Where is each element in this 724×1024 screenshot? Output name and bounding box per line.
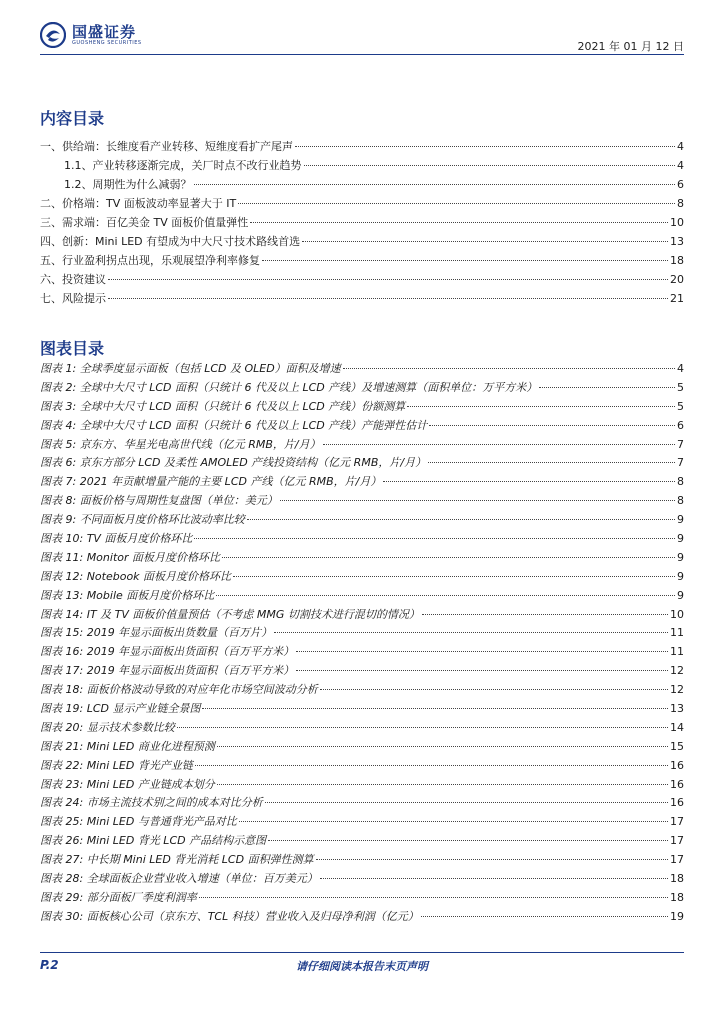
figure-entry[interactable] (40, 870, 684, 889)
toc-entry-page: 20 (670, 273, 684, 286)
figure-entry-label: 图表 4: 全球中大尺寸 LCD 面积（只统计 6 代及以上 LCD 产线）产能弹性估计 (40, 418, 428, 432)
figure-entry-label: 图表 30: 面板核心公司（京东方、TCL 科技）营业收入及归母净利润（亿元） (40, 909, 419, 923)
toc-entry[interactable] (40, 233, 684, 252)
figure-entry[interactable] (40, 719, 684, 738)
figure-entry-label: 图表 6: 京东方部分 LCD 及柔性 AMOLED 产线投资结构（亿元 RMB，片/月） (40, 456, 427, 470)
toc-entry[interactable] (40, 271, 684, 290)
dot-leader (195, 765, 668, 766)
toc-entry[interactable] (40, 157, 684, 176)
figure-entry[interactable] (40, 398, 684, 417)
figure-entry[interactable] (40, 643, 684, 662)
figure-entry-label: 图表 5: 京东方、华星光电高世代线（亿元 RMB，片/月） (40, 437, 321, 451)
figure-entry-label: 图表 17: 2019 年显示面板出货面积（百万平方米） (40, 664, 295, 678)
toc-entry[interactable] (40, 176, 684, 195)
figure-entry-label: 图表 28: 全球面板企业营业收入增速（单位：百万美元） (40, 872, 318, 886)
figure-entry[interactable] (40, 832, 684, 851)
figure-entry-label: 图表 8: 面板价格与周期性复盘图（单位：美元） (40, 494, 278, 508)
dot-leader (421, 916, 668, 917)
figure-entry[interactable] (40, 776, 684, 795)
figure-entry-label: 图表 16: 2019 年显示面板出货面积（百万平方米） (40, 645, 295, 659)
figure-entry[interactable] (40, 851, 684, 870)
toc-entry-label: 一、供给端：长维度看产业转移、短维度看扩产尾声 (40, 140, 293, 153)
dot-leader (295, 146, 675, 147)
figure-entry[interactable] (40, 473, 684, 492)
figure-entry[interactable] (40, 624, 684, 643)
toc-entry-label: 1.2、周期性为什么减弱？ (64, 178, 192, 191)
dot-leader (320, 878, 668, 879)
dot-leader (316, 859, 668, 860)
figure-entry-page: 14 (670, 720, 684, 734)
dot-leader (239, 821, 668, 822)
figure-entry[interactable] (40, 681, 684, 700)
figure-entry-label: 图表 1: 全球季度显示面板（包括 LCD 及 OLED）面积及增速 (40, 362, 341, 375)
dot-leader (199, 897, 668, 898)
dot-leader (274, 632, 668, 633)
dot-leader (280, 500, 675, 501)
toc-entry-page: 13 (670, 235, 684, 248)
logo-chinese-name: 国盛证券 (72, 22, 137, 41)
figure-entry[interactable] (40, 606, 684, 625)
toc-entry-label: 二、价格端：TV 面板波动率显著大于 IT (40, 197, 237, 210)
toc-entry-label: 四、创新：Mini LED 有望成为中大尺寸技术路线首选 (40, 235, 301, 248)
toc-entry-page: 8 (677, 197, 684, 210)
figure-entry[interactable] (40, 908, 684, 927)
figure-entry-label: 图表 27: 中长期 Mini LED 背光消耗 LCD 面积弹性测算 (40, 853, 314, 867)
dot-leader (217, 784, 668, 785)
figure-entry-label: 图表 24: 市场主流技术别之间的成本对比分析 (40, 796, 263, 810)
figure-entry-page: 11 (670, 645, 684, 659)
figure-entry-page: 4 (677, 362, 684, 375)
figure-entry-page: 16 (670, 777, 684, 791)
toc-entry[interactable] (40, 138, 684, 157)
figure-entry-page: 16 (670, 796, 684, 810)
dot-leader (262, 260, 668, 261)
figure-entry[interactable] (40, 511, 684, 530)
figure-entry-page: 8 (677, 475, 684, 489)
figure-entry[interactable] (40, 889, 684, 908)
figure-entry-label: 图表 14: IT 及 TV 面板价值量预估（不考虑 MMG 切割技术进行混切的情况） (40, 607, 420, 621)
logo-icon (40, 22, 66, 48)
dot-leader (539, 387, 675, 388)
figure-entry[interactable] (40, 417, 684, 436)
dot-leader (265, 802, 668, 803)
figure-entry-page: 17 (670, 815, 684, 829)
figure-entry-page: 10 (670, 607, 684, 621)
dot-leader (202, 708, 668, 709)
figure-entry-page: 7 (677, 437, 684, 451)
figure-entry-page: 12 (670, 664, 684, 678)
toc-entry-page: 18 (670, 254, 684, 267)
figure-entry[interactable] (40, 813, 684, 832)
figure-entry-label: 图表 15: 2019 年显示面板出货数量（百万片） (40, 626, 273, 640)
figure-entry-page: 11 (670, 626, 684, 640)
figure-entry-page: 16 (670, 758, 684, 772)
figure-entry[interactable] (40, 757, 684, 776)
dot-leader (304, 165, 676, 166)
dot-leader (247, 519, 675, 520)
figure-entry[interactable] (40, 662, 684, 681)
figure-entry-label: 图表 26: Mini LED 背光 LCD 产品结构示意图 (40, 834, 267, 848)
footer-divider (40, 952, 684, 953)
figure-entry[interactable] (40, 738, 684, 757)
dot-leader (320, 689, 668, 690)
figure-entry-page: 17 (670, 853, 684, 867)
table-of-contents (40, 138, 684, 309)
dot-leader (217, 746, 668, 747)
toc-title: 内容目录 (40, 109, 105, 128)
toc-entry-page: 6 (677, 178, 684, 191)
dot-leader (422, 614, 668, 615)
company-logo (40, 22, 142, 48)
dot-leader (302, 241, 668, 242)
dot-leader (296, 651, 668, 652)
figure-entry-page: 12 (670, 683, 684, 697)
page-header (0, 0, 724, 60)
figure-entry-label: 图表 10: TV 面板月度价格环比 (40, 532, 193, 546)
figure-entry-page: 7 (677, 456, 684, 470)
figure-entry[interactable] (40, 587, 684, 606)
figure-list-title: 图表目录 (40, 339, 105, 358)
dot-leader (268, 840, 668, 841)
figure-entry-page: 15 (670, 739, 684, 753)
toc-entry-label: 1.1、产业转移逐渐完成，关厂时点不改行业趋势 (64, 159, 302, 172)
figure-entry[interactable] (40, 492, 684, 511)
dot-leader (222, 557, 675, 558)
page-number: P.2 (40, 958, 59, 972)
toc-entry[interactable] (40, 214, 684, 233)
figure-entry-page: 5 (677, 399, 684, 413)
figure-entry-label: 图表 2: 全球中大尺寸 LCD 面积（只统计 6 代及以上 LCD 产线）及增速测算（面积单位：万平方米） (40, 380, 538, 394)
toc-entry-page: 4 (677, 140, 684, 153)
figure-entry-label: 图表 23: Mini LED 产业链成本划分 (40, 777, 215, 791)
figure-entry-label: 图表 13: Mobile 面板月度价格环比 (40, 588, 215, 602)
toc-entry-label: 六、投资建议 (40, 273, 106, 286)
figure-entry[interactable] (40, 530, 684, 549)
figure-entry-label: 图表 3: 全球中大尺寸 LCD 面积（只统计 6 代及以上 LCD 产线）份额测算 (40, 399, 406, 413)
dot-leader (383, 481, 675, 482)
figure-entry[interactable] (40, 379, 684, 398)
dot-leader (177, 727, 668, 728)
figure-entry[interactable] (40, 794, 684, 813)
dot-leader (429, 425, 675, 426)
toc-entry-label: 七、风险提示 (40, 292, 106, 305)
footer-disclaimer: 请仔细阅读本报告末页声明 (296, 960, 428, 973)
toc-entry[interactable] (40, 252, 684, 271)
dot-leader (323, 444, 675, 445)
header-divider (40, 54, 684, 55)
report-date: 2021 年 01 月 12 日 (577, 40, 684, 53)
dot-leader (194, 184, 676, 185)
figure-entry-label: 图表 19: LCD 显示产业链全景图 (40, 702, 201, 716)
figure-entry-page: 9 (677, 513, 684, 527)
dot-leader (108, 298, 668, 299)
dot-leader (108, 279, 668, 280)
figure-entry-label: 图表 11: Monitor 面板月度价格环比 (40, 550, 221, 564)
toc-entry-page: 21 (670, 292, 684, 305)
logo-english-name: GUOSHENG SECURITIES (72, 39, 142, 46)
figure-entry-label: 图表 18: 面板价格波动导致的对应年化市场空间波动分析 (40, 683, 318, 697)
figure-entry-page: 5 (677, 380, 684, 394)
dot-leader (216, 595, 675, 596)
dot-leader (250, 222, 668, 223)
figure-entry-page: 19 (670, 909, 684, 923)
figure-entry[interactable] (40, 549, 684, 568)
figure-entry-label: 图表 29: 部分面板厂季度利润率 (40, 890, 197, 904)
figure-entry[interactable] (40, 568, 684, 587)
figure-entry-page: 9 (677, 532, 684, 546)
dot-leader (428, 462, 675, 463)
figure-entry-page: 9 (677, 550, 684, 564)
figure-entry[interactable] (40, 436, 684, 455)
figure-entry-label: 图表 22: Mini LED 背光产业链 (40, 758, 193, 772)
figure-entry-label: 图表 12: Notebook 面板月度价格环比 (40, 569, 232, 583)
figure-entry-page: 18 (670, 890, 684, 904)
figure-entry-page: 9 (677, 569, 684, 583)
figure-entry[interactable] (40, 700, 684, 719)
figure-entry[interactable] (40, 360, 684, 379)
dot-leader (296, 670, 668, 671)
toc-entry-page: 10 (670, 216, 684, 229)
toc-entry-label: 五、行业盈利拐点出现，乐观展望净利率修复 (40, 254, 260, 267)
figure-list (40, 360, 684, 927)
figure-entry-page: 18 (670, 872, 684, 886)
figure-entry-label: 图表 7: 2021 年贡献增量产能的主要 LCD 产线（亿元 RMB，片/月） (40, 475, 382, 489)
toc-entry-page: 4 (677, 159, 684, 172)
figure-entry-label: 图表 20: 显示技术参数比较 (40, 720, 175, 734)
dot-leader (194, 538, 675, 539)
figure-entry-page: 9 (677, 588, 684, 602)
figure-entry-page: 6 (677, 418, 684, 432)
figure-entry-page: 8 (677, 494, 684, 508)
figure-entry-label: 图表 21: Mini LED 商业化进程预测 (40, 739, 215, 753)
toc-entry[interactable] (40, 195, 684, 214)
figure-entry-label: 图表 25: Mini LED 与普通背光产品对比 (40, 815, 237, 829)
figure-entry-page: 13 (670, 702, 684, 716)
figure-entry-label: 图表 9: 不同面板月度价格环比波动率比较 (40, 513, 245, 527)
dot-leader (343, 368, 675, 369)
dot-leader (238, 203, 675, 204)
toc-entry-label: 三、需求端：百亿美金 TV 面板价值量弹性 (40, 216, 249, 229)
dot-leader (233, 576, 675, 577)
figure-entry-page: 17 (670, 834, 684, 848)
toc-entry[interactable] (40, 290, 684, 309)
dot-leader (407, 406, 675, 407)
figure-entry[interactable] (40, 454, 684, 473)
